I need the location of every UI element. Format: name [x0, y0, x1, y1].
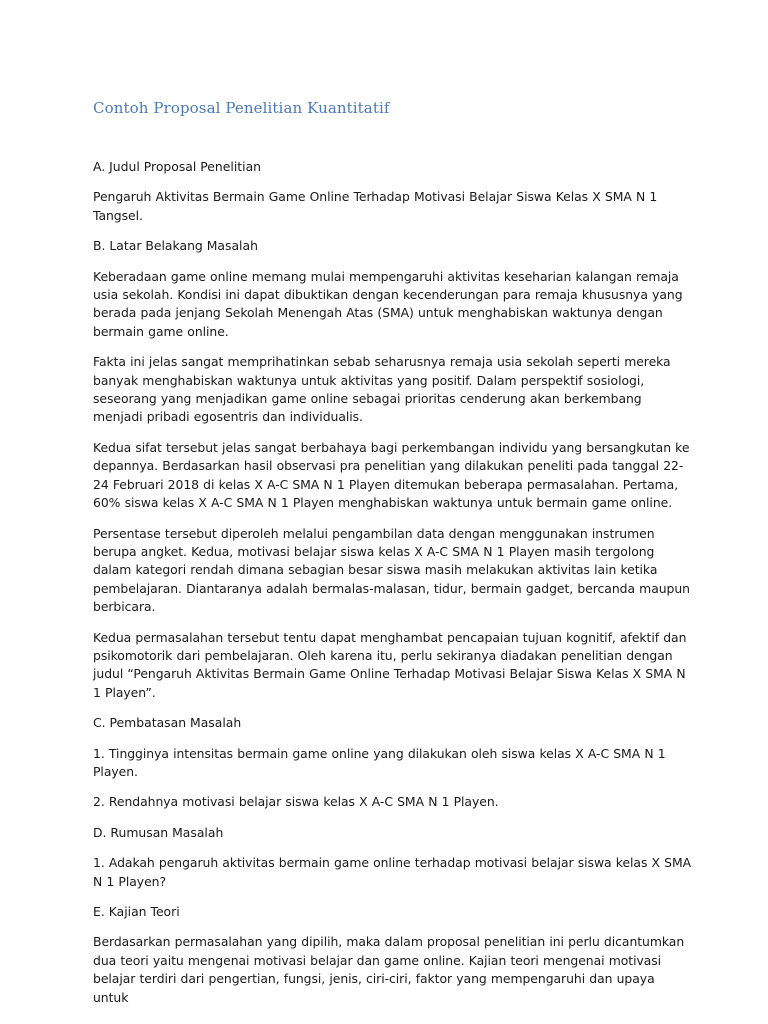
section-a-heading: A. Judul Proposal Penelitian	[93, 159, 262, 174]
document-page	[93, 96, 693, 1019]
section-b-paragraph-5: Kedua permasalahan tersebut tentu dapat menghambat pencapaian tujuan kognitif, afektif dan psikomotorik dari pembelajaran. Oleh karena itu, perlu sekiranya diadakan penelitian dengan judul “Pengaruh Aktivitas Bermain Game Online Terhadap Motivasi Belajar Siswa Kelas X SMA N 1 Playen”.	[93, 629, 687, 700]
section-d-item-1: 1. Adakah pengaruh aktivitas bermain game online terhadap motivasi belajar siswa kelas X SMA N 1 Playen?	[93, 855, 692, 889]
document-title: Contoh Proposal Penelitian Kuantitatif	[93, 99, 390, 117]
section-c-item-1: 1. Tingginya intensitas bermain game online yang dilakukan oleh siswa kelas X A-C SMA N 1 Playen.	[93, 745, 666, 779]
section-d-heading: D. Rumusan Masalah	[93, 824, 224, 840]
section-c-heading: C. Pembatasan Masalah	[93, 715, 242, 731]
section-b-paragraph-1: Keberadaan game online memang mulai mempengaruhi aktivitas keseharian kalangan remaja usia sekolah. Kondisi ini dapat dibuktikan dengan kecenderungan para remaja khususnya yang berada pada jenjang Sekolah Menengah Atas (SMA) untuk menghabiskan waktunya dengan bermain game online.	[93, 268, 683, 339]
section-e-heading: E. Kajian Teori	[93, 904, 180, 919]
section-a-text: Pengaruh Aktivitas Bermain Game Online Terhadap Motivasi Belajar Siswa Kelas X SMA N 1 Tangsel.	[93, 189, 658, 223]
section-b-heading: B. Latar Belakang Masalah	[93, 238, 258, 254]
section-e-paragraph-1: Berdasarkan permasalahan yang dipilih, maka dalam proposal penelitian ini perlu dicantumkan dua teori yaitu mengenai motivasi belajar dan game online. Kajian teori mengenai motivasi belajar terdiri dari pengertian, fungsi, jenis, ciri-ciri, faktor yang mempengaruhi dan upaya untuk	[93, 934, 685, 1005]
section-b-paragraph-4: Persentase tersebut diperoleh melalui pengambilan data dengan menggunakan instrumen berupa angket. Kedua, motivasi belajar siswa kelas X A-C SMA N 1 Playen masih tergolong dalam kategori rendah dimana sebagian besar siswa masih melakukan aktivitas lain ketika pembelajaran. Diantaranya adalah bermalas-malasan, tidur, bermain gadget, bercanda maupun berbicara.	[93, 525, 690, 615]
section-c-item-2: 2. Rendahnya motivasi belajar siswa kelas X A-C SMA N 1 Playen.	[93, 794, 499, 810]
section-b-paragraph-3: Kedua sifat tersebut jelas sangat berbahaya bagi perkembangan individu yang bersangkutan ke depannya. Berdasarkan hasil observasi pra penelitian yang dilakukan peneliti pada tanggal 22-24 Februari 2018 di kelas X A-C SMA N 1 Playen ditemukan beberapa permasalahan. Pertama, 60% siswa kelas X A-C SMA N 1 Playen menghabiskan waktunya untuk bermain game online.	[93, 439, 690, 511]
section-b-paragraph-2: Fakta ini jelas sangat memprihatinkan sebab seharusnya remaja usia sekolah seperti mereka banyak menghabiskan waktunya untuk aktivitas yang positif. Dalam perspektif sosiologi, seseorang yang menjadikan game online sebagai prioritas cenderung akan berkembang menjadi pribadi egosentris dan individualis.	[93, 354, 671, 425]
